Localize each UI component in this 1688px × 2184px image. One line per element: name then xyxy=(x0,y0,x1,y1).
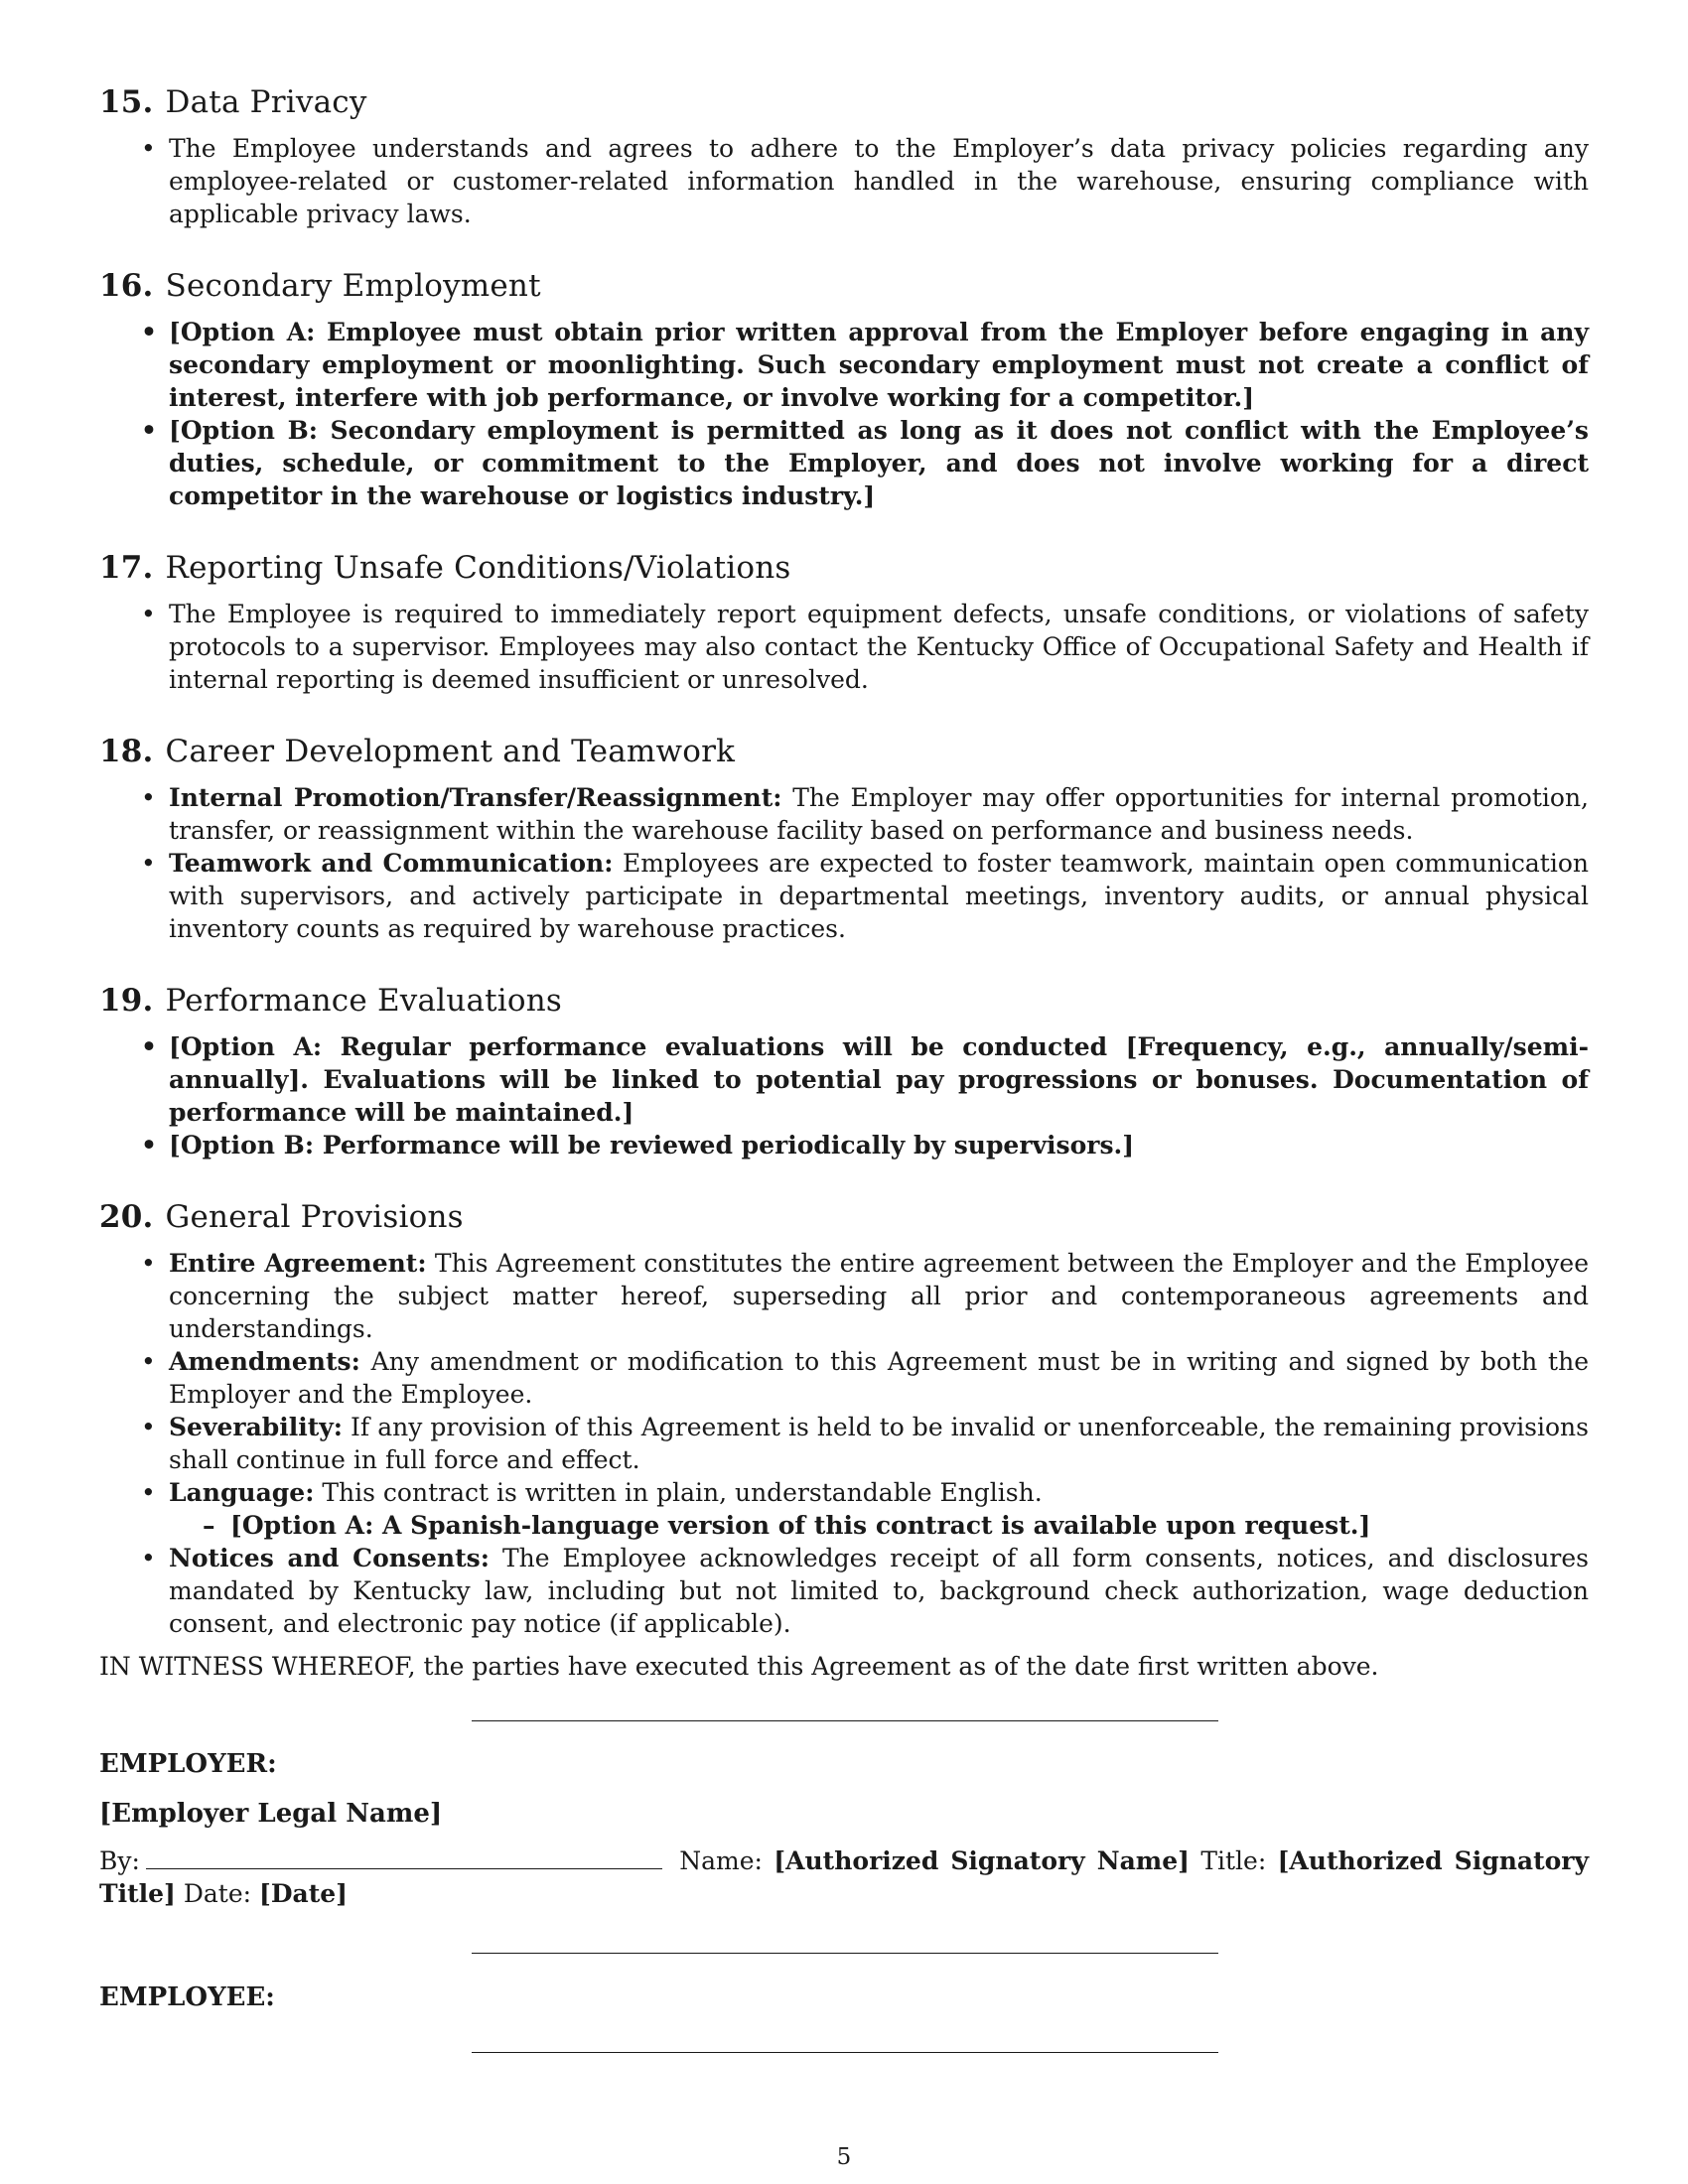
sub-list-item: – [Option A: A Spanish-language version of this contract is available upon request.] xyxy=(230,1509,1589,1542)
list-item: • Severability: If any provision of this Agreement is held to be invalid or unenforceable, the remaining provisions shall continue in full force and effect. xyxy=(169,1411,1589,1476)
list-item: • Teamwork and Communication: Employees are expected to foster teamwork, maintain open communication with supervisors, and actively participate in departmental meetings, inventory audits, or annual physical inventory counts as required by warehouse practices. xyxy=(169,847,1589,945)
signatory-title: [Authorized Signatory Title] xyxy=(99,1846,1590,1908)
list-item: • [Option B: Performance will be reviewed periodically by supervisors.] xyxy=(169,1129,1589,1161)
list-item: • Entire Agreement: This Agreement constitutes the entire agreement between the Employer and the Employee concerning the subject matter hereof, superseding all prior and contemporaneous agreements and understandings. xyxy=(169,1247,1589,1345)
list-item: • [Option A: Employee must obtain prior written approval from the Employer before engaging in any secondary employment or moonlighting. Such secondary employment must not create a conflict of interest, interfere with job performance, or involve working for a competitor.] xyxy=(169,316,1589,414)
section-heading: 18. Career Development and Teamwork xyxy=(99,734,736,769)
list-item: • The Employee understands and agrees to adhere to the Employer’s data privacy policies regarding any employee-related or customer-related information handled in the warehouse, ensuring compliance with applicable privacy laws. xyxy=(169,132,1589,230)
list-item: • Language: This contract is written in plain, understandable English. – [Option A: A Spanish-language version of this contract is available upon request.] xyxy=(169,1476,1589,1542)
page-number: 5 xyxy=(836,2144,852,2170)
signature-date: [Date] xyxy=(259,1879,349,1908)
section-heading: 15. Data Privacy xyxy=(99,84,367,120)
employer-label: EMPLOYER: xyxy=(99,1749,277,1779)
witness-clause: IN WITNESS WHEREOF, the parties have executed this Agreement as of the date first written above. xyxy=(99,1652,1379,1681)
section-heading: 19. Performance Evaluations xyxy=(99,983,563,1019)
signature-block xyxy=(99,0,1589,2184)
signatory-name: [Authorized Signatory Name] xyxy=(774,1846,1190,1875)
signature-line xyxy=(472,1720,1218,1721)
signature-line xyxy=(472,1953,1218,1954)
list-item: • The Employee is required to immediately report equipment defects, unsafe conditions, or violations of safety protocols to a supervisor. Employees may also contact the Kentucky Office of Occupational Safety and Health if internal reporting is deemed insufficient or unresolved. xyxy=(169,598,1589,696)
list-item: • [Option A: Regular performance evaluations will be conducted [Frequency, e.g., annually/semi-annually]. Evaluations will be linked to potential pay progressions or bonuses. Documentation of performance will be maintained.] xyxy=(169,1030,1589,1129)
section-heading: 20. General Provisions xyxy=(99,1199,464,1235)
by-signature-blank[interactable] xyxy=(146,1848,662,1869)
list-item: • Internal Promotion/Transfer/Reassignment: The Employer may offer opportunities for internal promotion, transfer, or reassignment within the warehouse facility based on performance and business needs. xyxy=(169,781,1589,847)
section-heading: 17. Reporting Unsafe Conditions/Violations xyxy=(99,550,791,586)
employer-by-line: By: Name: [Authorized Signatory Name] Title: [Authorized Signatory Title] Date: [Date] xyxy=(99,1846,1590,1908)
list-item: • [Option B: Secondary employment is permitted as long as it does not conflict with the Employee’s duties, schedule, or commitment to the Employer, and does not involve working for a direct competitor in the warehouse or logistics industry.] xyxy=(169,414,1589,512)
section-heading: 16. Secondary Employment xyxy=(99,268,541,304)
list-item: • Notices and Consents: The Employee acknowledges receipt of all form consents, notices, and disclosures mandated by Kentucky law, including but not limited to, background check authorization, wage deduction consent, and electronic pay notice (if applicable). xyxy=(169,1542,1589,1640)
employer-name: [Employer Legal Name] xyxy=(99,1799,443,1829)
signature-line xyxy=(472,2052,1218,2053)
employee-label: EMPLOYEE: xyxy=(99,1982,275,2012)
list-item: • Amendments: Any amendment or modification to this Agreement must be in writing and signed by both the Employer and the Employee. xyxy=(169,1345,1589,1411)
